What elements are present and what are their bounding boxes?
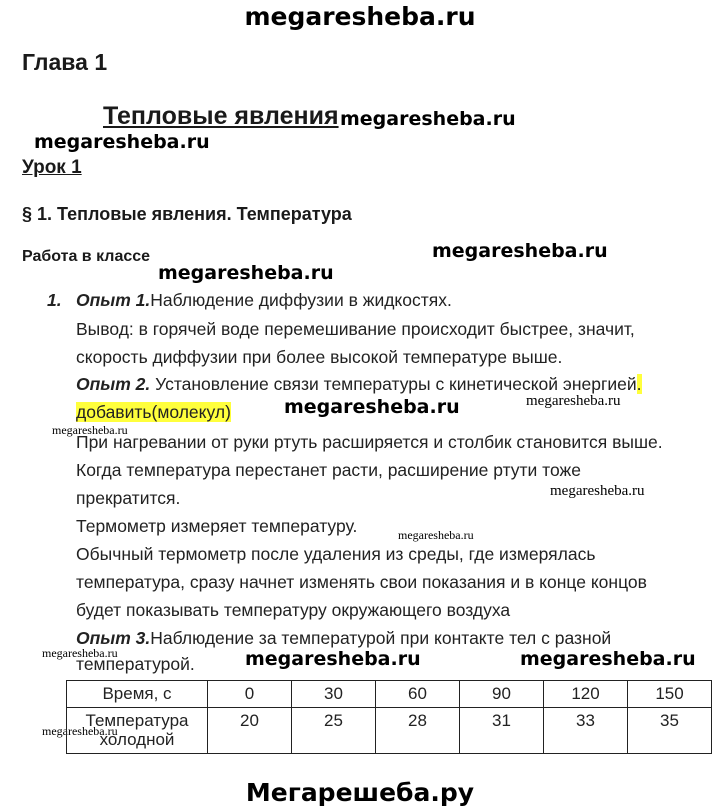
exp2-highlight-note: добавить(молекул): [76, 402, 231, 422]
table-row-temperature: [67, 708, 712, 754]
exp2-text: Установление связи температуры с кинетической энергией: [150, 374, 637, 394]
watermark-bottom: Мегарешеба.ру: [245, 778, 475, 807]
exp1-label: Опыт 1.: [76, 290, 151, 310]
table-header-temperature-line1: Температура: [85, 711, 189, 730]
exp1-line: [76, 290, 452, 311]
watermark-title-inline: megaresheba.ru: [340, 108, 516, 130]
table-cell: 60: [376, 681, 460, 708]
watermark-under-title: megaresheba.ru: [34, 131, 210, 153]
table-row-time: [67, 681, 712, 708]
exp3-line: [76, 628, 611, 649]
table-header-temperature-line2: холодной: [99, 730, 175, 749]
para2: Термометр измеряет температуру.: [76, 516, 358, 536]
section-title: § 1. Тепловые явления. Температура: [22, 204, 352, 224]
table-header-temperature: [67, 708, 208, 754]
classwork-heading: Работа в классе: [22, 248, 151, 265]
watermark-right-small-1: megaresheba.ru: [526, 393, 621, 409]
exp3-text-1: Наблюдение за температурой при контакте тел с разной: [150, 628, 612, 648]
watermark-center-small: megaresheba.ru: [398, 528, 474, 542]
watermark-left-tiny-1: megaresheba.ru: [52, 423, 128, 437]
exp1-conclusion-1: Вывод: в горячей воде перемешивание происходит быстрее, значит,: [76, 319, 635, 339]
exp3-label: Опыт 3.: [76, 628, 151, 648]
watermark-left-tiny-2: megaresheba.ru: [42, 646, 118, 660]
exp3-text-2: температурой.: [76, 654, 195, 674]
table-cell: 25: [292, 708, 376, 754]
table-cell: 20: [208, 708, 292, 754]
watermark-left-tiny-3: megaresheba.ru: [42, 724, 118, 738]
exp2-label: Опыт 2.: [76, 374, 151, 394]
watermark-right-1: megaresheba.ru: [432, 240, 608, 262]
topic-title: Тепловые явления: [103, 102, 339, 130]
para1-line2: Когда температура перестанет расти, расширение ртути тоже: [76, 460, 581, 480]
table-cell: 0: [208, 681, 292, 708]
watermark-center-2: megaresheba.ru: [245, 648, 421, 670]
watermark-center-1: megaresheba.ru: [284, 396, 460, 418]
exp2-highlight-dot: .: [636, 374, 642, 394]
lesson-title: Урок 1: [22, 157, 82, 178]
table-cell: 90: [460, 681, 544, 708]
table-cell: 35: [628, 708, 712, 754]
exp1-conclusion-2: скорость диффузии при более высокой температуре выше.: [76, 347, 563, 367]
item-number: 1.: [47, 290, 62, 310]
para3-line3: будет показывать температуру окружающего воздуха: [76, 600, 511, 620]
table-cell: 120: [544, 681, 628, 708]
para1-line1: При нагревании от руки ртуть расширяется и столбик становится выше.: [76, 432, 663, 452]
table-cell: 31: [460, 708, 544, 754]
temperature-table: [66, 680, 712, 754]
watermark-right-2: megaresheba.ru: [520, 648, 696, 670]
para3-line1: Обычный термометр после удаления из среды, где измерялась: [76, 544, 596, 564]
exp2-note-line: [76, 402, 231, 423]
table-cell: 30: [292, 681, 376, 708]
exp1-text: Наблюдение диффузии в жидкостях.: [150, 290, 452, 310]
table-cell: 33: [544, 708, 628, 754]
exp2-line: [76, 374, 642, 395]
para3-line2: температура, сразу начнет изменять свои показания и в конце концов: [76, 572, 647, 592]
para1-line3: прекратится.: [76, 488, 181, 508]
watermark-right-small-2: megaresheba.ru: [550, 483, 645, 499]
table-cell: 150: [628, 681, 712, 708]
watermark-top: megaresheba.ru: [244, 2, 476, 31]
table-header-time: Время, с: [67, 681, 208, 708]
watermark-left-1: megaresheba.ru: [158, 262, 334, 284]
table-cell: 28: [376, 708, 460, 754]
chapter-title: Глава 1: [22, 49, 108, 75]
